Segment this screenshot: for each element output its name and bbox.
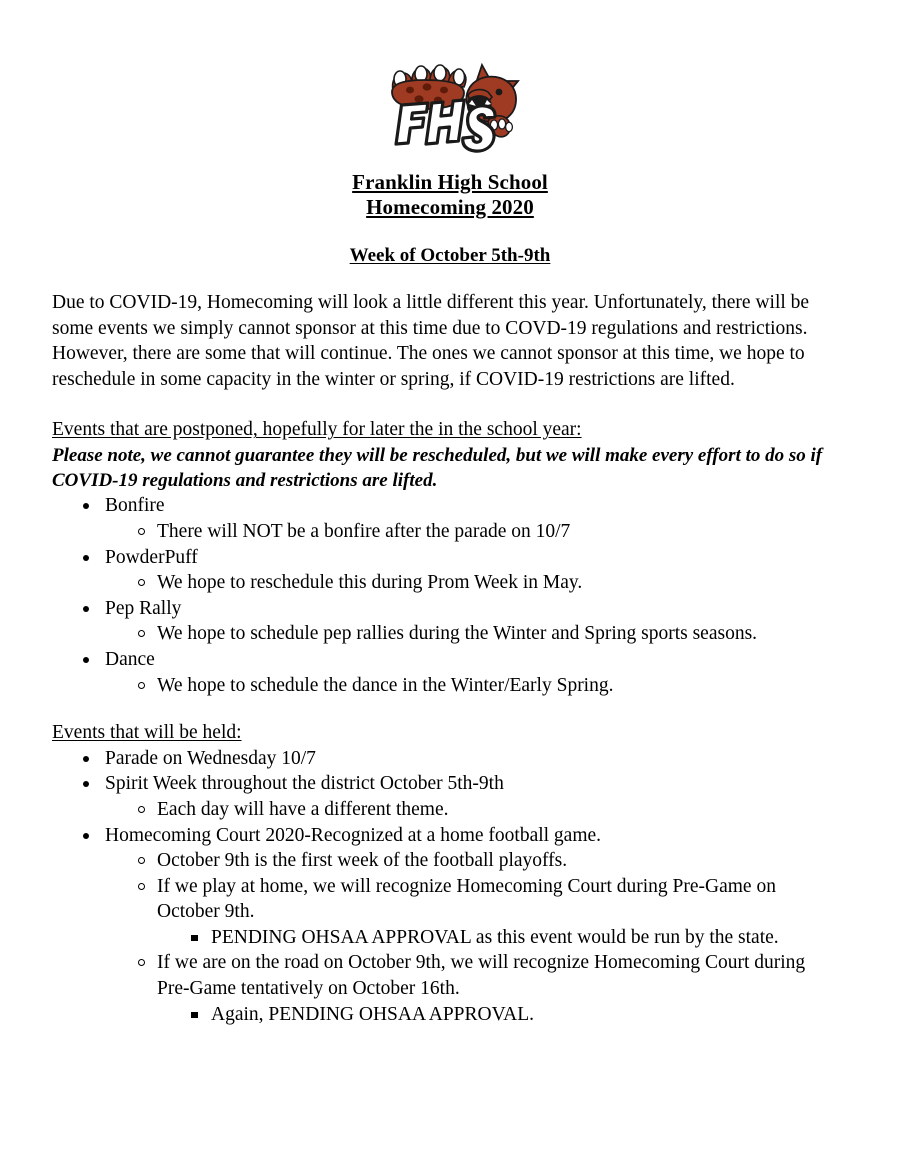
list-subitem-label: We hope to schedule pep rallies during the Winter and Spring sports seasons. bbox=[157, 623, 758, 645]
circle-bullet-icon bbox=[138, 883, 145, 890]
list-item-label: Spirit Week throughout the district October 5th-9th bbox=[105, 773, 504, 795]
sublist bbox=[105, 673, 836, 699]
list-item bbox=[52, 647, 836, 698]
circle-bullet-icon bbox=[138, 630, 145, 637]
disc-bullet-icon bbox=[83, 657, 89, 663]
disc-bullet-icon bbox=[83, 606, 89, 612]
square-bullet-icon bbox=[191, 1012, 198, 1019]
postponed-list bbox=[52, 493, 836, 698]
list-subitem-label: There will NOT be a bonfire after the parade on 10/7 bbox=[157, 520, 571, 542]
list-subitem-label: We hope to reschedule this during Prom Week in May. bbox=[157, 572, 583, 594]
list-item bbox=[52, 545, 836, 596]
list-item-label: Homecoming Court 2020-Recognized at a home football game. bbox=[105, 824, 602, 846]
disc-bullet-icon bbox=[83, 833, 89, 839]
list-subitem-label: If we play at home, we will recognize Homecoming Court during Pre-Game on October 9th. bbox=[157, 875, 776, 923]
postponed-section-heading-row bbox=[52, 417, 836, 443]
week-heading-text: Week of October 5th-9th bbox=[349, 245, 551, 266]
held-list bbox=[52, 746, 836, 1028]
title-line-2: Homecoming 2020 bbox=[366, 195, 534, 219]
list-item bbox=[52, 823, 836, 1028]
spacer bbox=[52, 392, 836, 417]
circle-bullet-icon bbox=[138, 857, 145, 864]
list-subitem bbox=[105, 570, 836, 596]
list-subitem-label: We hope to schedule the dance in the Winter/Early Spring. bbox=[157, 674, 614, 696]
list-subitem bbox=[105, 519, 836, 545]
square-bullet-icon bbox=[191, 935, 198, 942]
circle-bullet-icon bbox=[138, 528, 145, 535]
list-subsubitem-label: Again, PENDING OHSAA APPROVAL. bbox=[211, 1003, 535, 1025]
held-section-heading: Events that will be held: bbox=[52, 722, 242, 744]
sublist bbox=[105, 848, 836, 1027]
disc-bullet-icon bbox=[83, 781, 89, 787]
list-subitem bbox=[105, 621, 836, 647]
list-subsubitem-label: PENDING OHSAA APPROVAL as this event would be run by the state. bbox=[211, 926, 779, 948]
held-section-heading-row bbox=[52, 720, 836, 746]
list-subitem bbox=[105, 950, 836, 1027]
sublist bbox=[105, 570, 836, 596]
list-item-label: Parade on Wednesday 10/7 bbox=[105, 747, 316, 769]
spacer bbox=[52, 698, 836, 720]
list-subitem bbox=[105, 874, 836, 951]
circle-bullet-icon bbox=[138, 682, 145, 689]
title-line-1: Franklin High School bbox=[352, 170, 548, 194]
wildcat-mascot-icon bbox=[372, 59, 528, 159]
list-item-label: Dance bbox=[105, 648, 155, 670]
disc-bullet-icon bbox=[83, 503, 89, 509]
disc-bullet-icon bbox=[83, 756, 89, 762]
list-item-label: Bonfire bbox=[105, 495, 165, 517]
disc-bullet-icon bbox=[83, 555, 89, 561]
list-subitem-label: If we are on the road on October 9th, we will recognize Homecoming Court during Pre-Game tentatively on October 16th. bbox=[157, 952, 806, 1000]
page-title bbox=[0, 170, 900, 220]
list-item bbox=[52, 746, 836, 772]
list-subsubitem bbox=[157, 1002, 836, 1028]
list-subitem-label: October 9th is the first week of the football playoffs. bbox=[157, 850, 568, 872]
list-item bbox=[52, 596, 836, 647]
school-logo bbox=[0, 58, 900, 160]
subsublist bbox=[157, 1002, 836, 1028]
list-subitem bbox=[105, 797, 836, 823]
circle-bullet-icon bbox=[138, 579, 145, 586]
sublist bbox=[105, 621, 836, 647]
circle-bullet-icon bbox=[138, 959, 145, 966]
postponed-note: Please note, we cannot guarantee they will be rescheduled, but we will make every effort to do so if COVID-19 regulations and restrictions are lifted. bbox=[52, 444, 823, 492]
intro-paragraph: Due to COVID-19, Homecoming will look a little different this year. Unfortunately, there will be some events we simply cannot sponsor at this time due to COVD-19 regulations and restrictions. However, there are some that will continue. The ones we cannot sponsor at this time, we hope to reschedule in some capacity in the winter or spring, if COVID-19 restrictions are lifted. bbox=[52, 292, 810, 390]
list-subsubitem bbox=[157, 925, 836, 951]
list-item bbox=[52, 771, 836, 822]
list-item-label: PowderPuff bbox=[105, 546, 198, 568]
list-subitem bbox=[105, 673, 836, 699]
list-subitem bbox=[105, 848, 836, 874]
sublist bbox=[105, 519, 836, 545]
circle-bullet-icon bbox=[138, 806, 145, 813]
list-subitem-label: Each day will have a different theme. bbox=[157, 798, 449, 820]
week-heading bbox=[0, 244, 900, 268]
list-item bbox=[52, 493, 836, 544]
document-body bbox=[52, 290, 836, 1027]
subsublist bbox=[157, 925, 836, 951]
sublist bbox=[105, 797, 836, 823]
postponed-section-heading: Events that are postponed, hopefully for later the in the school year: bbox=[52, 419, 582, 441]
list-item-label: Pep Rally bbox=[105, 597, 182, 619]
